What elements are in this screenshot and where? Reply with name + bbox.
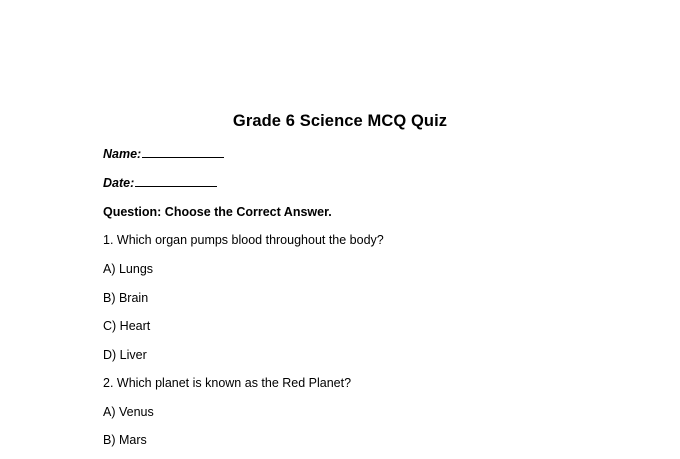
name-blank-line [142, 146, 224, 158]
question-1-text: 1. Which organ pumps blood throughout the body? [103, 233, 384, 247]
question-1-option-c: C) Heart [103, 319, 151, 333]
question-1-option-b: B) Brain [103, 291, 149, 305]
question-2-text: 2. Which planet is known as the Red Planet? [103, 376, 352, 390]
page-title: Grade 6 Science MCQ Quiz [232, 112, 448, 130]
question-2-option-a: A) Venus [103, 405, 154, 419]
instruction-text: Question: Choose the Correct Answer. [103, 205, 332, 219]
question-1-option-d: D) Liver [103, 348, 147, 362]
date-blank-line [135, 175, 217, 187]
date-field-row [103, 175, 217, 191]
question-2-option-b: B) Mars [103, 433, 147, 447]
date-label: Date: [103, 176, 135, 190]
name-field-row [103, 146, 224, 162]
name-label: Name: [103, 147, 142, 161]
question-1-option-a: A) Lungs [103, 262, 154, 276]
